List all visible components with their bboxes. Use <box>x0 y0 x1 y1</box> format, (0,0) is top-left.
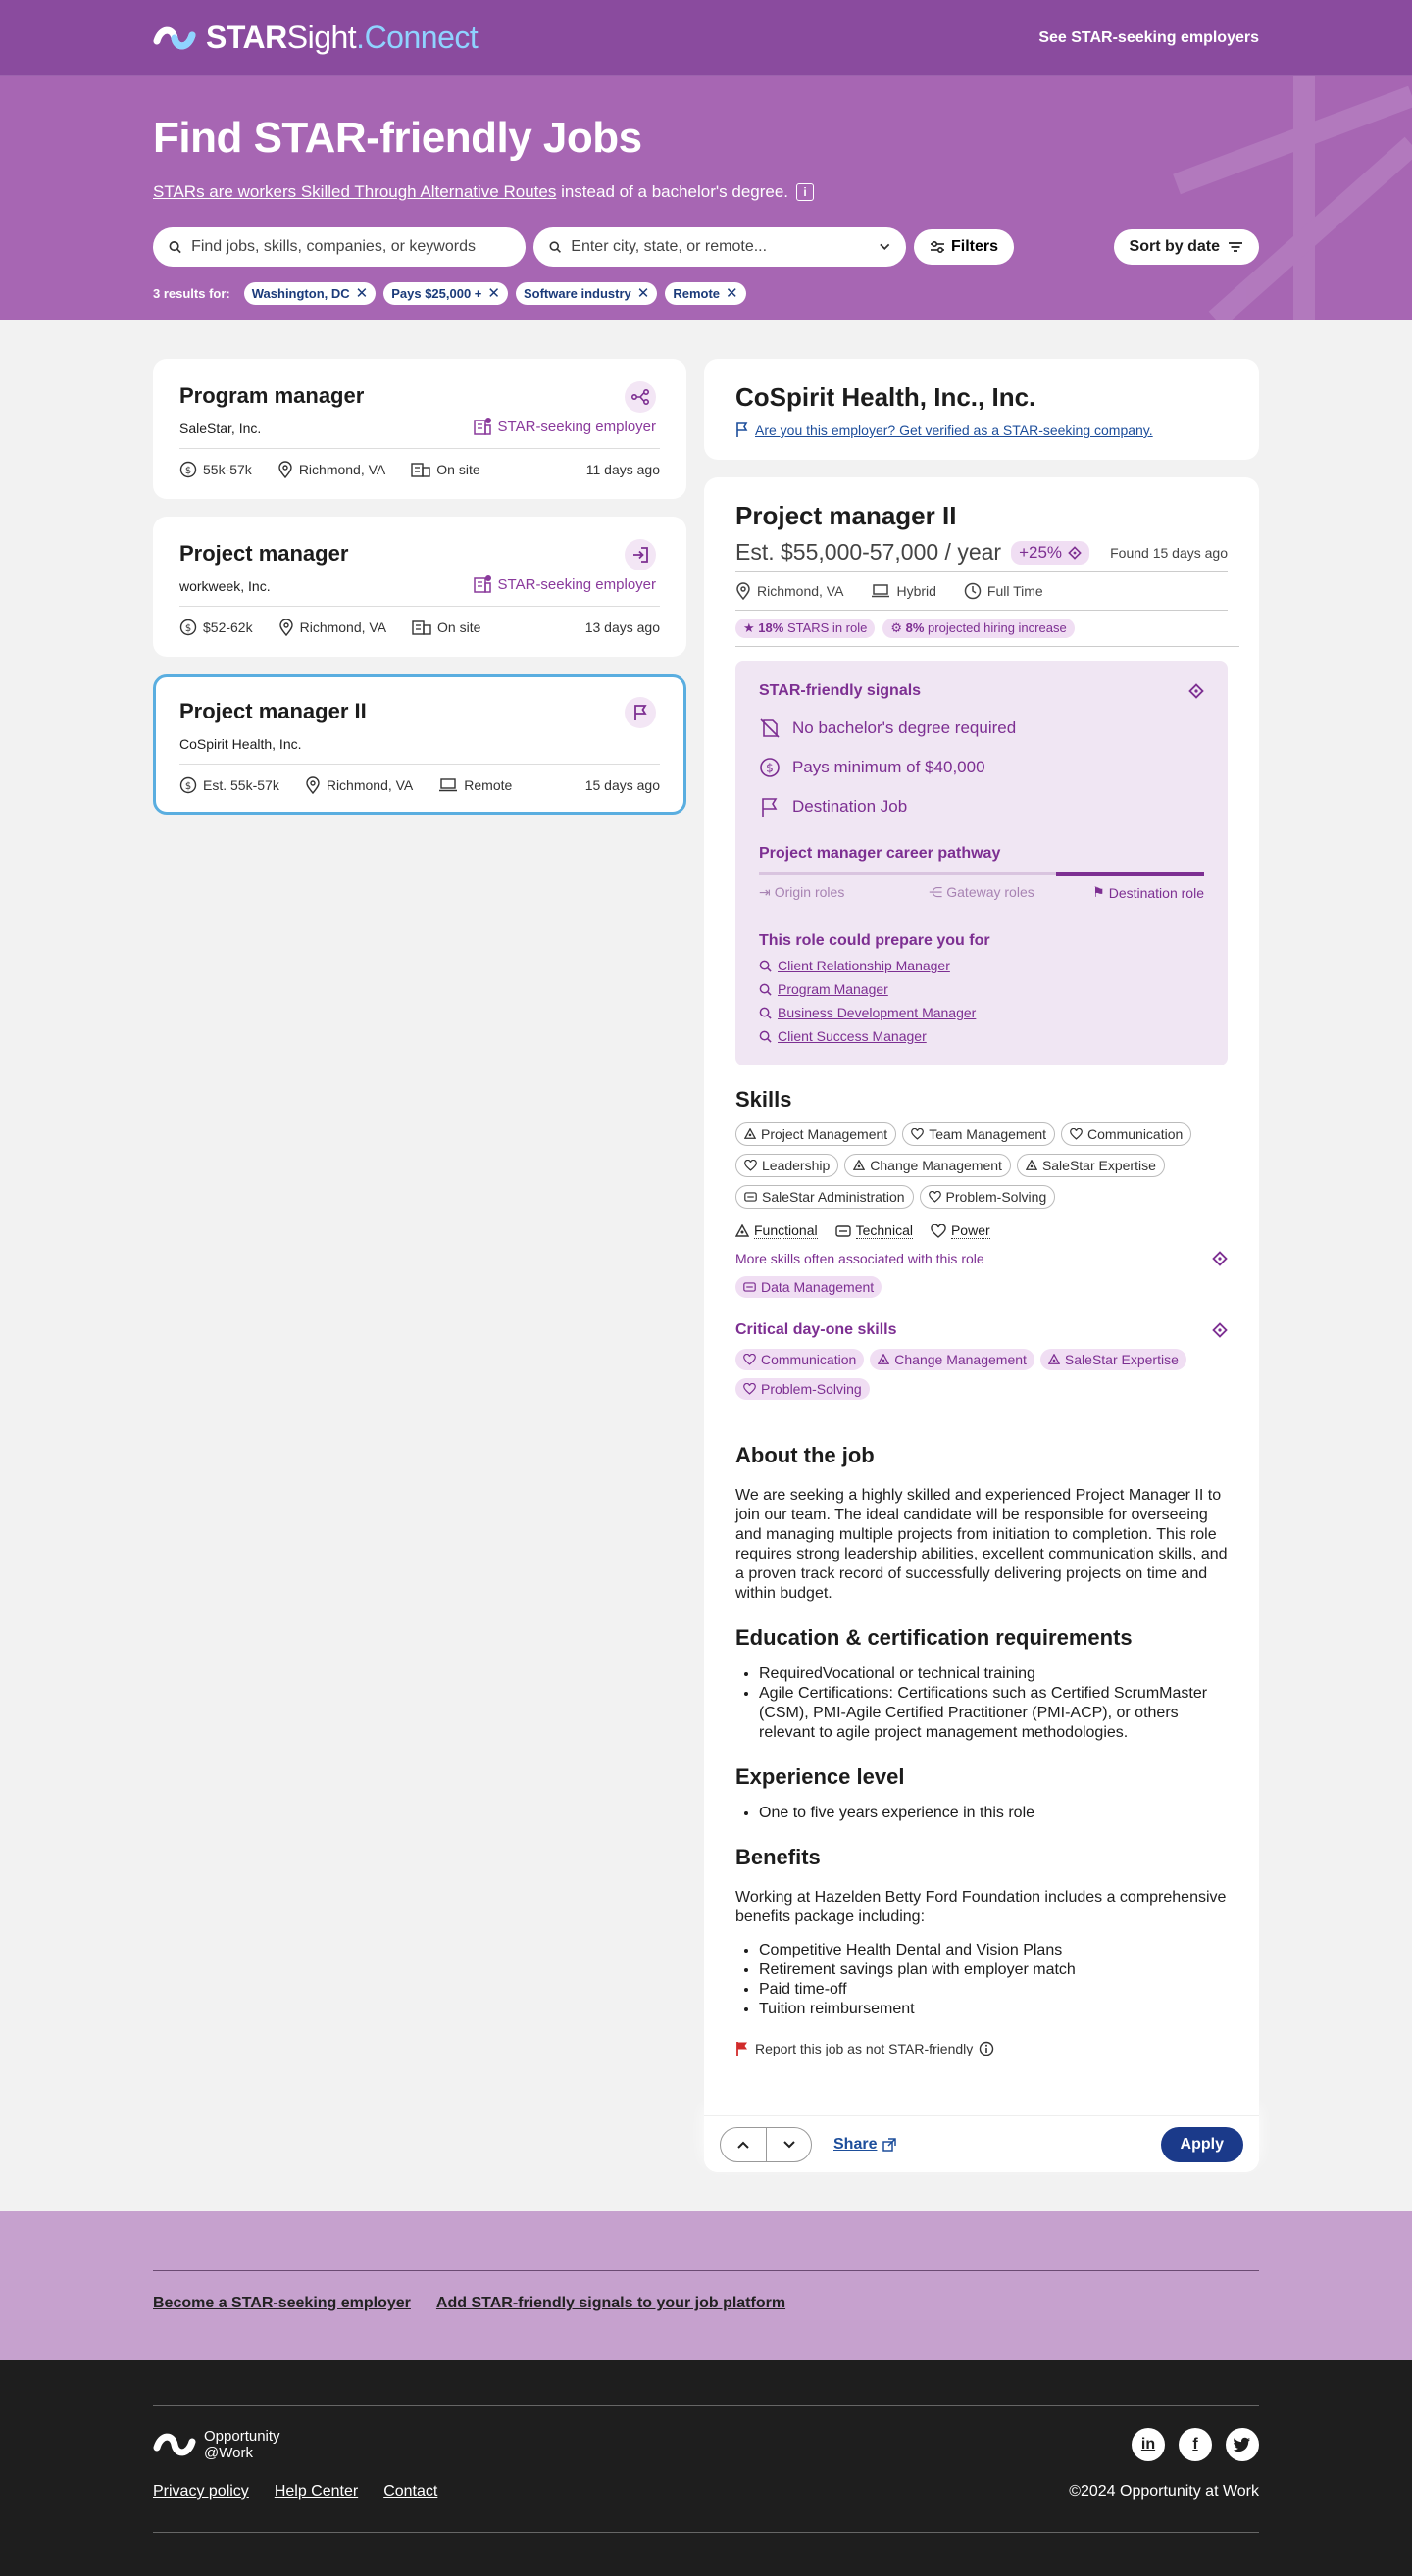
dollar-circle-icon <box>179 776 197 794</box>
signal-pay-minimum <box>759 757 1204 778</box>
job-card-location <box>277 461 385 478</box>
legend-label: Functional <box>754 1222 818 1238</box>
skills-title: Skills <box>735 1087 792 1112</box>
chevron-down-icon[interactable] <box>880 243 890 251</box>
functional-icon <box>1048 1354 1060 1365</box>
power-heart-icon <box>929 1191 941 1203</box>
star-seeking-label: STAR-seeking employer <box>497 575 656 593</box>
job-card-location-value: Richmond, VA <box>299 619 387 635</box>
salary-increase-badge <box>1011 541 1089 565</box>
skill-tag[interactable] <box>1040 1349 1186 1370</box>
skill-label: Data Management <box>761 1279 875 1295</box>
share-nodes-icon[interactable] <box>625 381 656 413</box>
power-heart-icon <box>1070 1128 1083 1140</box>
experience-list <box>735 1804 1228 1823</box>
prepare-role-label: Business Development Manager <box>778 1005 977 1020</box>
starsight-logo[interactable] <box>153 20 478 56</box>
hero-decoration-icon <box>1157 76 1412 320</box>
skill-label: SaleStar Expertise <box>1041 1158 1156 1173</box>
diamond-icon[interactable] <box>1068 546 1082 560</box>
technical-icon <box>743 1281 756 1293</box>
laptop-icon <box>438 778 458 792</box>
functional-icon <box>878 1354 889 1365</box>
list-item: • Competitive Health Dental and Vision Plans <box>759 1941 1228 1960</box>
signal-label: Pays minimum of $40,000 <box>792 758 985 776</box>
job-card[interactable] <box>153 359 686 499</box>
legend-power[interactable] <box>931 1222 990 1239</box>
no-degree-icon <box>759 718 781 739</box>
skill-label: Communication <box>1087 1126 1184 1142</box>
skill-label: Change Management <box>870 1158 1002 1173</box>
hiring-increase-stat: ⚙ 8% projected hiring increase <box>882 619 1074 638</box>
social-links <box>1132 2428 1259 2461</box>
help-center-link[interactable]: Help Center <box>274 2483 359 2500</box>
prev-next-buttons <box>720 2127 812 2162</box>
job-card-meta <box>179 606 660 636</box>
job-card-type-value: On site <box>437 619 481 635</box>
prepare-list <box>759 958 1204 1044</box>
job-card-meta <box>179 448 660 478</box>
starsight-logo-icon <box>153 24 196 53</box>
pathway-origin-roles[interactable] <box>759 872 907 901</box>
star-signals-box <box>735 661 1228 1065</box>
more-skills-row <box>735 1251 1228 1266</box>
keyword-search-input[interactable] <box>191 238 510 256</box>
location-pin-icon <box>277 461 293 478</box>
become-employer-link[interactable]: Become a STAR-seeking employer <box>153 2295 411 2311</box>
about-title: About the job <box>735 1443 875 1467</box>
legend-technical[interactable] <box>835 1222 913 1239</box>
star-seeking-badge <box>473 417 656 436</box>
verify-employer-link[interactable] <box>735 422 1228 438</box>
page-title: Find STAR-friendly Jobs <box>153 114 642 162</box>
employer-panel <box>704 359 1259 460</box>
skill-label: SaleStar Administration <box>762 1189 905 1205</box>
share-button[interactable] <box>833 2136 896 2154</box>
filter-chip[interactable] <box>516 282 657 305</box>
signal-label: Destination Job <box>792 797 908 816</box>
filter-chip[interactable] <box>383 282 508 305</box>
job-detail-column <box>704 359 1259 2172</box>
job-card-title: Project manager II <box>179 699 367 723</box>
skill-tag[interactable] <box>735 1349 864 1370</box>
job-card-title: Program manager <box>179 383 365 408</box>
critical-skills-title: Critical day-one skills <box>735 1321 897 1338</box>
job-detail-panel <box>704 477 1259 2172</box>
see-employers-link[interactable]: See STAR-seeking employers <box>1038 28 1259 46</box>
ow-logo-line1: Opportunity <box>204 2428 280 2445</box>
external-link-icon <box>882 2138 896 2152</box>
critical-skills-list <box>735 1349 1228 1400</box>
signal-no-degree <box>759 718 1204 739</box>
footer <box>0 2211 1412 2576</box>
ow-logo-line2: @Work <box>204 2445 253 2461</box>
employer-name: CoSpirit Health, Inc., Inc. <box>735 382 1036 412</box>
pathway-label: Destination role <box>1108 884 1204 901</box>
flag-icon: ⚑ <box>1092 884 1105 900</box>
star-employer-badge-icon <box>473 417 492 436</box>
twitter-icon[interactable] <box>1226 2428 1259 2461</box>
functional-icon <box>735 1224 749 1238</box>
job-card-location-value: Richmond, VA <box>326 777 414 793</box>
footer-bottom <box>0 2360 1412 2576</box>
footer-top <box>0 2211 1412 2360</box>
search-icon <box>759 1030 772 1043</box>
star-seeking-badge <box>473 574 656 594</box>
benefits-title: Benefits <box>735 1845 821 1869</box>
job-card-salary-value: $52-62k <box>203 619 253 635</box>
chevron-down-icon <box>783 2141 795 2149</box>
filter-chip[interactable] <box>244 282 376 305</box>
technical-icon <box>744 1191 757 1203</box>
close-icon[interactable]: ✕ <box>355 285 369 302</box>
prepare-role-label: Client Success Manager <box>778 1028 927 1044</box>
filter-chip-label: Software industry <box>523 286 631 301</box>
prepare-role-link[interactable] <box>759 1005 1204 1020</box>
privacy-policy-link[interactable]: Privacy policy <box>153 2483 249 2500</box>
add-signals-link[interactable]: Add STAR-friendly signals to your job platform <box>435 2295 786 2311</box>
share-nodes-icon: ⋲ <box>929 883 943 900</box>
skill-tag[interactable] <box>1017 1154 1165 1177</box>
skill-label: Leadership <box>762 1158 831 1173</box>
pathway-label: Gateway roles <box>946 884 1034 900</box>
laptop-icon <box>871 584 890 598</box>
career-pathway <box>759 872 1204 901</box>
skill-tag[interactable] <box>735 1276 882 1298</box>
chevron-up-icon <box>737 2141 749 2149</box>
opportunity-at-work-logo[interactable] <box>153 2428 280 2461</box>
skill-tag[interactable] <box>870 1349 1034 1370</box>
job-card-title: Project manager <box>179 541 349 566</box>
legend-functional[interactable] <box>735 1222 818 1239</box>
job-card-type <box>438 777 512 793</box>
pathway-label: Origin roles <box>774 884 845 900</box>
skill-label: Problem-Solving <box>761 1381 862 1397</box>
job-action-bar <box>704 2115 1259 2172</box>
logo-sight-text: Sight <box>286 20 357 55</box>
top-nav <box>0 0 1412 76</box>
education-list <box>735 1664 1228 1743</box>
job-list <box>153 359 686 2172</box>
critical-skills-row <box>735 1321 1228 1339</box>
skill-tag[interactable] <box>735 1185 914 1209</box>
job-card-location-value: Richmond, VA <box>298 462 386 477</box>
power-heart-icon <box>743 1354 756 1365</box>
job-workplace: Hybrid <box>896 583 936 599</box>
list-item: • Retirement savings plan with employer match <box>759 1960 1228 1980</box>
job-card-salary <box>179 619 253 636</box>
prepare-role-label: Program Manager <box>778 981 888 997</box>
job-card[interactable] <box>153 517 686 657</box>
career-pathway-title: Project manager career pathway <box>759 845 1001 862</box>
job-card-posted: 15 days ago <box>584 777 660 793</box>
job-card-type <box>412 619 480 635</box>
filter-chip-label: Remote <box>673 286 721 301</box>
prepare-role-link[interactable] <box>759 981 1204 997</box>
salary-estimate: Est. $55,000-57,000 / year <box>735 539 1002 565</box>
report-job-link[interactable] <box>735 2041 1228 2115</box>
functional-icon <box>853 1160 865 1171</box>
job-card-type-value: Remote <box>464 777 513 793</box>
hiring-increase-value: 8% <box>905 620 925 635</box>
job-schedule: Full Time <box>986 583 1043 599</box>
svg-text:$: $ <box>766 761 774 775</box>
location-search-input[interactable] <box>571 238 870 256</box>
stars-in-role-value: 18% <box>758 620 784 635</box>
flag-icon[interactable] <box>625 697 656 728</box>
more-skills-list <box>735 1276 1228 1298</box>
filter-chip-label: Pays $25,000 + <box>391 286 482 301</box>
contact-link[interactable]: Contact <box>383 2483 438 2500</box>
report-text: Report this job as not STAR-friendly <box>755 2041 974 2056</box>
benefits-intro: Working at Hazelden Betty Ford Foundation includes a comprehensive benefits package including: <box>735 1889 1227 1925</box>
list-item: • One to five years experience in this role <box>759 1804 1228 1823</box>
keyword-search-box[interactable] <box>153 227 526 267</box>
stars-definition-link[interactable]: STARs are workers Skilled Through Alternative Routes <box>153 182 557 201</box>
job-card-location <box>278 619 386 636</box>
opportunity-logo-icon <box>153 2430 196 2459</box>
salary-increase-value: +25% <box>1019 542 1063 562</box>
skill-label: SaleStar Expertise <box>1064 1352 1179 1367</box>
star-employer-badge-icon <box>473 574 492 594</box>
building-icon <box>411 462 430 477</box>
origin-icon: ⇥ <box>759 883 771 900</box>
diamond-icon[interactable] <box>1188 683 1204 699</box>
job-location: Richmond, VA <box>757 583 844 599</box>
copyright: ©2024 Opportunity at Work <box>1069 2483 1259 2500</box>
stars-in-role-stat: ★ 18% STARS in role <box>735 619 875 638</box>
svg-text:$: $ <box>184 466 192 476</box>
skill-label: Problem-Solving <box>945 1189 1047 1205</box>
location-search-box[interactable] <box>533 227 906 267</box>
job-card-company: CoSpirit Health, Inc. <box>179 736 302 752</box>
job-card-meta <box>179 764 660 794</box>
apply-button[interactable]: Apply <box>1161 2127 1243 2162</box>
hero-subtitle <box>153 182 1259 202</box>
hiring-increase-label: projected hiring increase <box>928 620 1067 635</box>
svg-text:$: $ <box>184 781 192 792</box>
job-card-type-value: On site <box>436 462 480 477</box>
logo-connect-text: .Connect <box>356 20 479 55</box>
about-text: We are seeking a highly skilled and experienced Project Manager II to join our team. The ideal candidate will be responsible for overseeing and managing multiple projects from initiation to completion. This role requires strong leadership abilities, excellent communication skills, and a proven track record of successfully delivering projects on time and within budget. <box>735 1487 1228 1602</box>
sign-in-icon[interactable] <box>625 539 656 570</box>
filters-label: Filters <box>951 238 999 255</box>
close-icon[interactable]: ✕ <box>487 285 500 302</box>
job-card-salary-value: Est. 55k-57k <box>203 777 279 793</box>
sort-icon <box>1228 241 1243 253</box>
skill-tag[interactable] <box>902 1122 1055 1146</box>
job-title: Project manager II <box>735 501 957 530</box>
job-meta <box>735 572 1228 611</box>
list-item: • Agile Certifications: Certifications such as Certified ScrumMaster (CSM), PMI-Agile Certified Practitioner (PMI-ACP), or others relevant to agile project management methodologies. <box>759 1684 1228 1743</box>
filter-chip-label: Washington, DC <box>251 286 350 301</box>
info-circle-icon[interactable] <box>979 2041 994 2056</box>
search-row <box>153 227 1259 267</box>
filter-chip[interactable] <box>665 282 745 305</box>
job-card-company: SaleStar, Inc. <box>179 421 262 436</box>
list-item: • Tuition reimbursement <box>759 2000 1228 2019</box>
search-icon <box>169 240 181 254</box>
job-card-posted: 13 days ago <box>584 619 660 635</box>
flag-icon <box>735 422 749 438</box>
info-icon[interactable]: i <box>796 183 814 201</box>
results-count: 3 results for: <box>153 286 230 301</box>
diamond-icon[interactable] <box>1212 1251 1228 1266</box>
skill-label: Team Management <box>929 1126 1047 1142</box>
skill-tag[interactable] <box>735 1122 896 1146</box>
skills-legend <box>735 1222 1228 1239</box>
skill-tag[interactable] <box>920 1185 1056 1209</box>
star-seeking-label: STAR-seeking employer <box>497 418 656 435</box>
red-flag-icon <box>735 2041 749 2056</box>
filters-button[interactable] <box>914 229 1014 265</box>
job-card-salary <box>179 461 252 478</box>
sort-label: Sort by date <box>1129 238 1220 255</box>
job-card-location <box>305 776 413 794</box>
diamond-icon[interactable] <box>1212 1322 1228 1338</box>
sliders-icon <box>930 240 945 254</box>
skills-list <box>735 1122 1228 1209</box>
found-date: Found 15 days ago <box>1110 544 1228 561</box>
functional-icon <box>1026 1160 1037 1171</box>
search-icon <box>759 1007 772 1019</box>
flag-icon <box>759 796 781 817</box>
legend-label: Power <box>950 1222 990 1238</box>
previous-job-button[interactable] <box>721 2128 766 2161</box>
prepare-role-label: Client Relationship Manager <box>778 958 950 973</box>
share-label: Share <box>833 2135 878 2153</box>
job-card-company: workweek, Inc. <box>179 578 271 594</box>
location-pin-icon <box>278 619 294 636</box>
list-item: • RequiredVocational or technical training <box>759 1664 1228 1684</box>
dollar-circle-icon <box>759 757 781 778</box>
power-heart-icon <box>931 1224 946 1238</box>
prepare-title: This role could prepare you for <box>759 932 990 949</box>
hero <box>0 76 1412 320</box>
skill-label: Communication <box>761 1352 857 1367</box>
signal-destination-job <box>759 796 1204 817</box>
functional-icon <box>744 1128 756 1140</box>
next-job-button[interactable] <box>766 2128 811 2161</box>
linkedin-icon[interactable]: in <box>1132 2428 1165 2461</box>
job-card-posted: 11 days ago <box>585 462 660 477</box>
verify-employer-text: Are you this employer? Get verified as a STAR-seeking company. <box>755 422 1153 438</box>
prepare-role-link[interactable] <box>759 958 1204 973</box>
salary-row <box>735 539 1228 572</box>
skill-label: Change Management <box>894 1352 1027 1367</box>
more-skills-label: More skills often associated with this role <box>735 1251 984 1266</box>
job-card-type <box>411 462 479 477</box>
stars-in-role-label: STARS in role <box>786 620 868 635</box>
dollar-circle-icon <box>179 619 197 636</box>
main-content <box>0 320 1412 2211</box>
skill-tag[interactable] <box>735 1378 870 1400</box>
job-card-salary-value: 55k-57k <box>203 462 252 477</box>
experience-title: Experience level <box>735 1764 905 1789</box>
pathway-destination-role[interactable] <box>1056 872 1204 901</box>
pathway-gateway-roles[interactable] <box>907 872 1055 901</box>
location-pin-icon <box>305 776 321 794</box>
signals-title: STAR-friendly signals <box>759 682 922 699</box>
skill-tag[interactable] <box>735 1154 838 1177</box>
list-item: • Paid time-off <box>759 1980 1228 2000</box>
job-card[interactable] <box>153 674 686 815</box>
search-icon <box>549 240 561 254</box>
hero-subtitle-rest: instead of a bachelor's degree. <box>561 182 789 201</box>
svg-text:$: $ <box>184 623 192 634</box>
education-title: Education & certification requirements <box>735 1625 1133 1650</box>
power-heart-icon <box>911 1128 924 1140</box>
clock-icon <box>964 582 982 600</box>
job-card-salary <box>179 776 279 794</box>
close-icon[interactable]: ✕ <box>636 285 650 302</box>
dollar-circle-icon <box>179 461 197 478</box>
power-heart-icon <box>743 1383 756 1395</box>
filter-chips <box>153 282 1259 305</box>
building-icon <box>412 619 431 635</box>
technical-icon <box>835 1224 851 1238</box>
close-icon[interactable]: ✕ <box>726 285 738 302</box>
skill-tag[interactable] <box>844 1154 1011 1177</box>
search-icon <box>759 983 772 996</box>
search-icon <box>759 960 772 972</box>
logo-star-text: STAR <box>206 20 287 55</box>
location-pin-icon <box>735 582 751 600</box>
benefits-list <box>735 1941 1228 2019</box>
skill-label: Project Management <box>761 1126 888 1142</box>
signal-label: No bachelor's degree required <box>792 718 1017 737</box>
sort-button[interactable] <box>1114 229 1259 265</box>
prepare-role-link[interactable] <box>759 1028 1204 1044</box>
role-stats <box>735 611 1239 647</box>
power-heart-icon <box>744 1160 757 1171</box>
facebook-icon[interactable]: f <box>1179 2428 1212 2461</box>
skill-tag[interactable] <box>1061 1122 1191 1146</box>
legend-label: Technical <box>855 1222 913 1238</box>
